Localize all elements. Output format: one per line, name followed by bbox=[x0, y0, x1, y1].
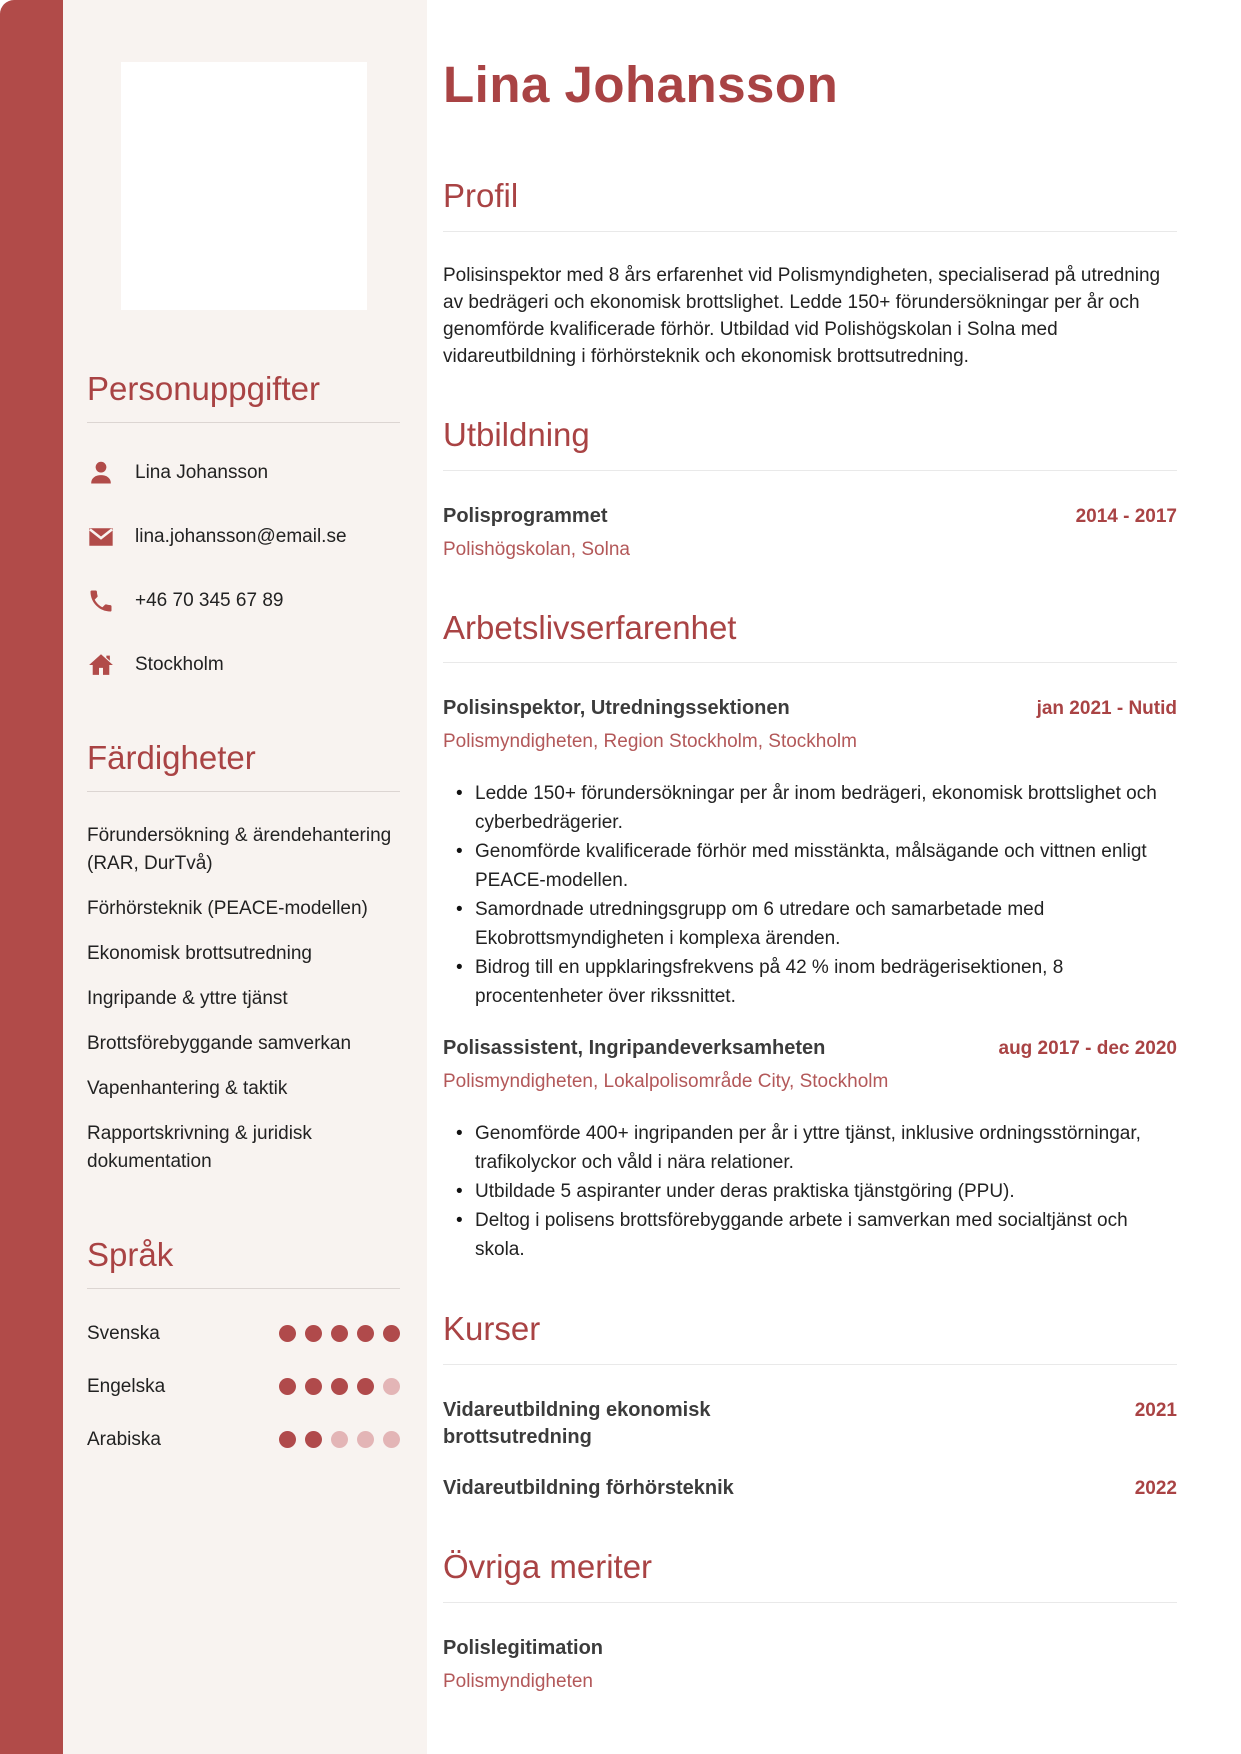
experience-heading: Arbetslivserfarenhet bbox=[443, 608, 737, 646]
language-level-dots bbox=[279, 1431, 400, 1448]
home-icon bbox=[87, 651, 115, 679]
entry-head bbox=[443, 695, 1177, 722]
job-date: jan 2021 - Nutid bbox=[1036, 698, 1177, 720]
personal-info-heading: Personuppgifter bbox=[87, 370, 320, 407]
divider bbox=[87, 1288, 400, 1289]
email-icon bbox=[87, 523, 115, 551]
personal-info-section bbox=[87, 370, 400, 679]
job-date: aug 2017 - dec 2020 bbox=[998, 1038, 1177, 1060]
level-dot-empty bbox=[383, 1431, 400, 1448]
course-entry bbox=[443, 1475, 1177, 1502]
courses-section bbox=[443, 1310, 1177, 1502]
job-title: Polisinspektor, Utredningssektionen bbox=[443, 697, 790, 720]
other-merits-section bbox=[443, 1548, 1177, 1695]
languages-list bbox=[87, 1323, 400, 1451]
merit-org: Polismyndigheten bbox=[443, 1671, 593, 1693]
language-name: Svenska bbox=[87, 1322, 160, 1344]
contact-row-phone bbox=[87, 587, 400, 615]
language-row bbox=[87, 1376, 400, 1398]
experience-entry bbox=[443, 695, 1177, 1011]
course-entry bbox=[443, 1397, 1177, 1451]
entry-head bbox=[443, 1635, 1177, 1662]
profile-text: Polisinspektor med 8 års erfarenhet vid Polismyndigheten, specialiserad på utredning av bedrägeri och ekonomisk brottslighet. Ledde 150+ förundersökningar per år och genomförde kvalificerade förhör. Utbildad vid Polishögskolan i Solna med vidareutbildning i förhörsteknik och ekonomisk brottsutredning. bbox=[443, 264, 1161, 367]
level-dot-filled bbox=[331, 1325, 348, 1342]
skill-item: Förhörsteknik (PEACE-modellen) bbox=[87, 897, 368, 919]
job-org: Polismyndigheten, Lokalpolisområde City, Stockholm bbox=[443, 1071, 889, 1093]
profile-heading: Profil bbox=[443, 176, 519, 214]
entry-head bbox=[443, 1035, 1177, 1062]
skills-list bbox=[87, 822, 400, 1176]
entry-head bbox=[443, 503, 1177, 530]
language-row bbox=[87, 1323, 400, 1345]
languages-section bbox=[87, 1236, 400, 1451]
contact-location: Stockholm bbox=[135, 653, 224, 675]
experience-entry bbox=[443, 1035, 1177, 1264]
divider bbox=[443, 1602, 1177, 1603]
photo-placeholder bbox=[121, 62, 367, 310]
skills-section bbox=[87, 739, 400, 1176]
level-dot-filled bbox=[279, 1325, 296, 1342]
main-content bbox=[427, 0, 1241, 1754]
divider bbox=[87, 791, 400, 792]
course-date: 2021 bbox=[1134, 1400, 1177, 1422]
course-title: Vidareutbildning förhörsteknik bbox=[443, 1477, 734, 1500]
language-name: Engelska bbox=[87, 1375, 166, 1397]
language-name: Arabiska bbox=[87, 1428, 161, 1450]
entry-head bbox=[443, 1397, 1177, 1451]
divider bbox=[87, 422, 400, 423]
skill-item: Brottsförebyggande samverkan bbox=[87, 1032, 352, 1054]
skills-heading: Färdigheter bbox=[87, 738, 256, 776]
education-date: 2014 - 2017 bbox=[1075, 505, 1177, 527]
bullet-item: • Genomförde kvalificerade förhör med misstänkta, målsägande och vittnen enligt PEACE-modellen. bbox=[443, 837, 1177, 895]
contact-email: lina.johansson@email.se bbox=[135, 525, 347, 547]
left-accent-stripe bbox=[0, 0, 63, 1754]
level-dot-filled bbox=[305, 1325, 322, 1342]
course-title: Vidareutbildning ekonomisk brottsutredning bbox=[443, 1399, 711, 1449]
bullet-item: • Bidrog till en uppklaringsfrekvens på 42 % inom bedrägerisektionen, 8 procentenheter över rikssnittet. bbox=[443, 953, 1177, 1011]
job-title: Polisassistent, Ingripandeverksamheten bbox=[443, 1037, 826, 1060]
education-entry bbox=[443, 503, 1177, 563]
level-dot-filled bbox=[305, 1431, 322, 1448]
level-dot-empty bbox=[383, 1378, 400, 1395]
experience-section bbox=[443, 609, 1177, 1265]
merit-title: Polislegitimation bbox=[443, 1637, 604, 1660]
job-org: Polismyndigheten, Region Stockholm, Stockholm bbox=[443, 731, 857, 753]
divider bbox=[443, 470, 1177, 471]
level-dot-empty bbox=[357, 1431, 374, 1448]
skill-item: Vapenhantering & taktik bbox=[87, 1077, 288, 1099]
profile-section bbox=[443, 177, 1177, 370]
level-dot-filled bbox=[279, 1378, 296, 1395]
language-level-dots bbox=[279, 1325, 400, 1342]
education-title: Polisprogrammet bbox=[443, 504, 608, 527]
job-bullets bbox=[443, 1119, 1177, 1264]
contact-row-name bbox=[87, 459, 400, 487]
entry-head bbox=[443, 1475, 1177, 1502]
skill-item: Ingripande & yttre tjänst bbox=[87, 987, 288, 1009]
languages-heading: Språk bbox=[87, 1235, 174, 1273]
level-dot-filled bbox=[331, 1378, 348, 1395]
bullet-item: • Deltog i polisens brottsförebyggande arbete i samverkan med socialtjänst och skola. bbox=[443, 1206, 1177, 1264]
skill-item: Ekonomisk brottsutredning bbox=[87, 942, 312, 964]
job-bullets bbox=[443, 779, 1177, 1011]
skill-item: Förundersökning & ärendehantering (RAR, DurTvå) bbox=[87, 824, 392, 874]
education-org: Polishögskolan, Solna bbox=[443, 538, 630, 560]
sidebar bbox=[63, 0, 427, 1754]
language-row bbox=[87, 1429, 400, 1451]
level-dot-filled bbox=[305, 1378, 322, 1395]
course-date: 2022 bbox=[1134, 1478, 1177, 1500]
education-heading: Utbildning bbox=[443, 415, 590, 453]
other-merits-heading: Övriga meriter bbox=[443, 1548, 653, 1586]
education-section bbox=[443, 416, 1177, 563]
contact-row-location bbox=[87, 651, 400, 679]
divider bbox=[443, 662, 1177, 663]
level-dot-filled bbox=[357, 1325, 374, 1342]
phone-icon bbox=[87, 587, 115, 615]
level-dot-filled bbox=[279, 1431, 296, 1448]
merit-entry bbox=[443, 1635, 1177, 1695]
level-dot-filled bbox=[383, 1325, 400, 1342]
contact-row-email bbox=[87, 523, 400, 551]
level-dot-empty bbox=[331, 1431, 348, 1448]
courses-heading: Kurser bbox=[443, 1310, 541, 1348]
level-dot-filled bbox=[357, 1378, 374, 1395]
divider bbox=[443, 231, 1177, 232]
contact-name: Lina Johansson bbox=[135, 461, 269, 483]
divider bbox=[443, 1364, 1177, 1365]
bullet-item: • Genomförde 400+ ingripanden per år i yttre tjänst, inklusive ordningsstörningar, trafikolyckor och våld i nära relationer. bbox=[443, 1119, 1177, 1177]
bullet-item: • Ledde 150+ förundersökningar per år inom bedrägeri, ekonomisk brottslighet och cyberbedrägerier. bbox=[443, 779, 1177, 837]
bullet-item: • Samordnade utredningsgrupp om 6 utredare och samarbetade med Ekobrottsmyndigheten i komplexa ärenden. bbox=[443, 895, 1177, 953]
contact-phone: +46 70 345 67 89 bbox=[135, 589, 284, 611]
person-icon bbox=[87, 459, 115, 487]
skill-item: Rapportskrivning & juridisk dokumentation bbox=[87, 1122, 312, 1172]
language-level-dots bbox=[279, 1378, 400, 1395]
bullet-item: • Utbildade 5 aspiranter under deras praktiska tjänstgöring (PPU). bbox=[443, 1177, 1177, 1206]
page-title: Lina Johansson bbox=[443, 56, 839, 113]
